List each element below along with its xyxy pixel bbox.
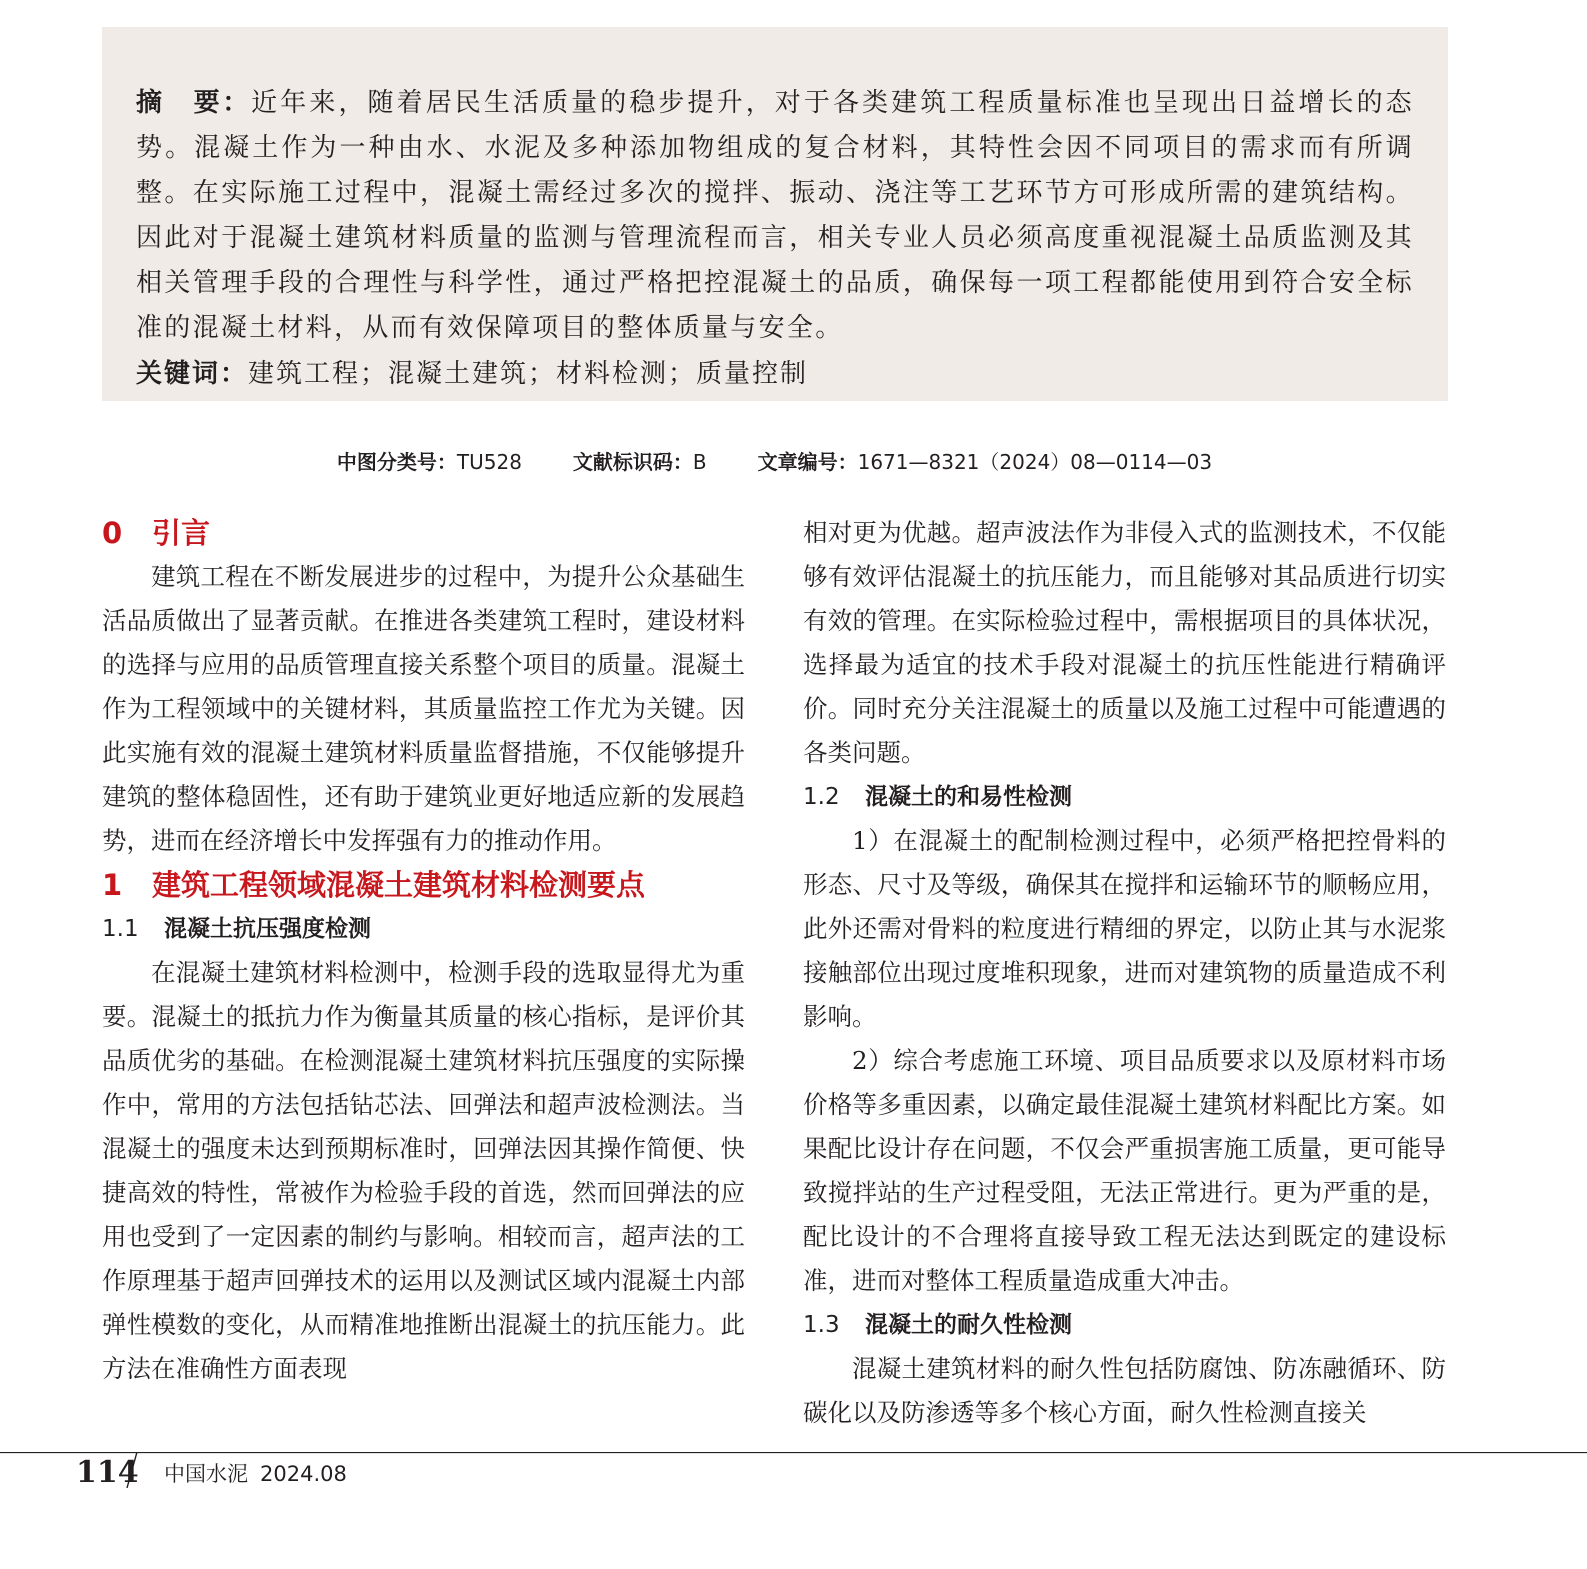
workability-paragraph-2: 2）综合考虑施工环境、项目品质要求以及原材料市场价格等多重因素，以确定最佳混凝土建筑材料配比方案。如果配比设计存在问题，不仅会严重损害施工质量，更可能导致搅拌站的生产过程受阻，无法正常进行。更为严重的是，配比设计的不合理将直接导致工程无法达到既定的建设标准，进而对整体工程质量造成重大冲击。 [803, 1046, 1446, 1295]
abstract-box [102, 27, 1448, 401]
classification-line [0, 445, 1549, 479]
abstract [136, 81, 1414, 351]
left-column [102, 511, 745, 1391]
keywords [136, 352, 1414, 397]
workability-paragraph-1: 1）在混凝土的配制检测过程中，必须严格把控骨料的形态、尺寸及等级，确保其在搅拌和运输环节的顺畅应用，此外还需对骨料的粒度进行精细的界定，以防止其与水泥浆接触部位出现过度堆积现象，进而对建筑物的质量造成不利影响。 [803, 826, 1446, 1031]
page-number: 114 [76, 1455, 139, 1490]
abstract-text: 近年来，随着居民生活质量的稳步提升，对于各类建筑工程质量标准也呈现出日益增长的态势。混凝土作为一种由水、水泥及多种添加物组成的复合材料，其特性会因不同项目的需求而有所调整。在实际施工过程中，混凝土需经过多次的搅拌、振动、浇注等工艺环节方可形成所需的建筑结构。因此对于混凝土建筑材料质量的监测与管理流程而言，相关专业人员必须高度重视混凝土品质监测及其相关管理手段的合理性与科学性，通过严格把控混凝土的品质，确保每一项工程都能使用到符合安全标准的混凝土材料，从而有效保障项目的整体质量与安全。 [136, 88, 1414, 343]
clc-number: 中图分类号：TU528 [336, 450, 522, 474]
journal-issue: 2024.08 [260, 1462, 347, 1486]
keywords-text: 建筑工程；混凝土建筑；材料检测；质量控制 [248, 359, 809, 389]
keywords-label: 关键词： [136, 359, 249, 389]
subsection-heading-1-3: 1.3 混凝土的耐久性检测 [803, 1312, 1072, 1338]
journal-name: 中国水泥 [164, 1462, 248, 1486]
section-heading-1: 1 建筑工程领域混凝土建筑材料检测要点 [102, 868, 646, 902]
durability-paragraph: 混凝土建筑材料的耐久性包括防腐蚀、防冻融循环、防碳化以及防渗透等多个核心方面，耐久性检测直接关 [803, 1354, 1446, 1427]
subsection-heading-1-1: 1.1 混凝土抗压强度检测 [102, 916, 371, 942]
right-column [803, 511, 1446, 1435]
journal-info [164, 1458, 359, 1490]
section-heading-0: 0 引言 [102, 516, 211, 550]
article-number: 文章编号：1671—8321（2024）08—0114—03 [757, 450, 1213, 474]
compressive-strength-paragraph: 在混凝土建筑材料检测中，检测手段的选取显得尤为重要。混凝土的抵抗力作为衡量其质量的核心指标，是评价其品质优劣的基础。在检测混凝土建筑材料抗压强度的实际操作中，常用的方法包括钻芯法、回弹法和超声波检测法。当混凝土的强度未达到预期标准时，回弹法因其操作简便、快捷高效的特性，常被作为检验手段的首选，然而回弹法的应用也受到了一定因素的制约与影响。相较而言，超声法的工作原理基于超声回弹技术的运用以及测试区域内混凝土内部弹性模数的变化，从而精准地推断出混凝土的抗压能力。此方法在准确性方面表现 [102, 958, 745, 1383]
subsection-heading-1-2: 1.2 混凝土的和易性检测 [803, 784, 1072, 810]
compressive-strength-paragraph-cont: 相对更为优越。超声波法作为非侵入式的监测技术，不仅能够有效评估混凝土的抗压能力，而且能够对其品质进行切实有效的管理。在实际检验过程中，需根据项目的具体状况，选择最为适宜的技术手段对混凝土的抗压性能进行精确评价。同时充分关注混凝土的质量以及施工过程中可能遭遇的各类问题。 [803, 518, 1446, 767]
document-code: 文献标识码：B [572, 450, 707, 474]
abstract-label: 摘 要： [136, 88, 252, 118]
intro-paragraph: 建筑工程在不断发展进步的过程中，为提升公众基础生活品质做出了显著贡献。在推进各类建筑工程时，建设材料的选择与应用的品质管理直接关系整个项目的质量。混凝土作为工程领域中的关键材料，其质量监控工作尤为关键。因此实施有效的混凝土建筑材料质量监督措施，不仅能够提升建筑的整体稳固性，还有助于建筑业更好地适应新的发展趋势，进而在经济增长中发挥强有力的推动作用。 [102, 562, 745, 855]
